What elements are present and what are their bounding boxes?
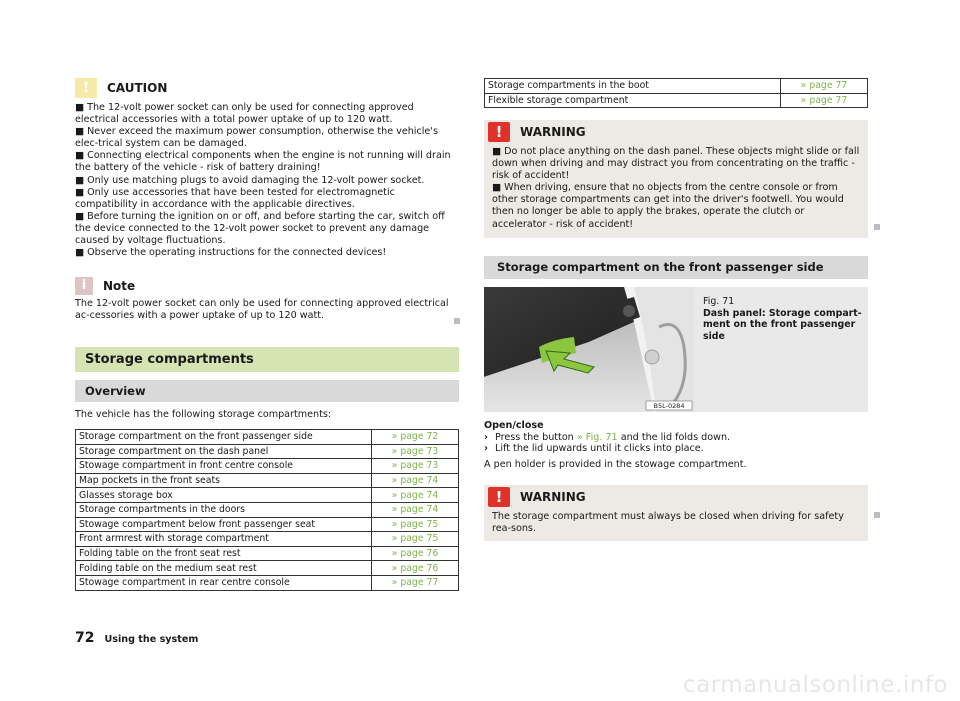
- caution-header: [75, 77, 459, 99]
- warning-item: ■ When driving, ensure that no objects from the centre console or from other storage compartments can get into the driver's footwell. You would then no longer be able to apply the brakes, operate the clutch or accelerator - risk of accident!: [492, 182, 844, 230]
- caution-item: ■ Only use matching plugs to avoid damaging the 12-volt power socket.: [75, 174, 425, 186]
- row-label: Storage compartments in the boot: [485, 79, 781, 94]
- end-mark: [874, 512, 880, 518]
- page-link[interactable]: » page 74: [372, 502, 459, 517]
- step-2: [484, 443, 868, 455]
- table-row: [485, 79, 868, 94]
- pen-holder-text: A pen holder is provided in the stowage compartment.: [484, 459, 747, 471]
- section-title: Storage compartments: [75, 347, 459, 372]
- page-link[interactable]: » page 74: [372, 488, 459, 503]
- table-row: [485, 93, 868, 108]
- compartments-table: [75, 429, 459, 591]
- note-title: Note: [103, 279, 136, 293]
- chapter-title: Using the system: [104, 634, 199, 645]
- section-title: Storage compartment on the front passenger side: [484, 256, 868, 279]
- page-link[interactable]: » page 77: [781, 93, 868, 108]
- caution-item: ■ Observe the operating instructions for the connected devices!: [75, 247, 387, 259]
- row-label: Glasses storage box: [76, 488, 372, 503]
- row-label: Front armrest with storage compartment: [76, 532, 372, 547]
- warning-header: [488, 487, 586, 507]
- intro-text: The vehicle has the following storage compartments:: [75, 409, 332, 420]
- figure-reference-link[interactable]: » Fig. 71: [576, 431, 618, 443]
- page-link[interactable]: » page 75: [372, 517, 459, 532]
- warning-list: [492, 146, 860, 231]
- info-icon: i: [75, 277, 93, 295]
- table-row: [76, 517, 459, 532]
- caution-item: ■ Before turning the ignition on or off, and before starting the car, switch off the device connected to the 12-volt power socket to prevent any damage caused by voltage fluctuations.: [75, 210, 445, 247]
- page-link[interactable]: » page 76: [372, 546, 459, 561]
- step-1: [484, 432, 868, 444]
- step-1-text-end: and the lid folds down.: [620, 431, 731, 443]
- table-row: [76, 561, 459, 576]
- table-row: [76, 532, 459, 547]
- page-link[interactable]: » page 76: [372, 561, 459, 576]
- row-label: Flexible storage compartment: [485, 93, 781, 108]
- page-link[interactable]: » page 75: [372, 532, 459, 547]
- table-row: [76, 444, 459, 459]
- caution-title: CAUTION: [107, 81, 168, 95]
- caution-box: [75, 77, 459, 267]
- caution-item: ■ The 12-volt power socket can only be used for connecting approved electrical accessories with a total power uptake of up to 120 watt.: [75, 102, 414, 126]
- figure-code: B5L-0284: [653, 402, 685, 410]
- warning-title: WARNING: [520, 490, 586, 504]
- page-footer: [75, 630, 198, 646]
- page-link[interactable]: » page 73: [372, 459, 459, 474]
- caution-item: ■ Connecting electrical components when the engine is not running will drain the battery of the vehicle - risk of battery draining!: [75, 150, 451, 174]
- warning-title: WARNING: [520, 125, 586, 139]
- end-mark: [454, 318, 460, 324]
- warning-icon: !: [488, 122, 510, 142]
- figure: [484, 287, 868, 412]
- caution-item: ■ Only use accessories that have been tested for electromagnetic compatibility in accordance with the applicable directives.: [75, 186, 395, 210]
- caution-item: ■ Never exceed the maximum power consumption, otherwise the vehicle's elec-trical system can be damaged.: [75, 126, 438, 150]
- page-link[interactable]: » page 73: [372, 444, 459, 459]
- warning-box: [484, 485, 868, 541]
- figure-caption-text: Dash panel: Storage compart-ment on the front passenger side: [703, 307, 862, 342]
- table-row: [76, 502, 459, 517]
- caution-icon: !: [75, 78, 97, 98]
- row-label: Stowage compartment in rear centre console: [76, 575, 372, 590]
- watermark: carmanualsonline.info: [682, 672, 948, 698]
- warning-icon: !: [488, 487, 510, 507]
- figure-caption: [703, 296, 863, 342]
- warning-box: [484, 120, 868, 238]
- subsection-title: Overview: [75, 380, 459, 402]
- compartments-table-continued: [484, 78, 868, 108]
- arrow-icon: ›: [484, 443, 488, 455]
- row-label: Map pockets in the front seats: [76, 473, 372, 488]
- table-row: [76, 473, 459, 488]
- table-row: [76, 575, 459, 590]
- table-row: [76, 459, 459, 474]
- table-row: [76, 430, 459, 445]
- page-link[interactable]: » page 77: [781, 79, 868, 94]
- row-label: Stowage compartment in front centre console: [76, 459, 372, 474]
- row-label: Stowage compartment below front passenger seat: [76, 517, 372, 532]
- page-number: 72: [75, 630, 95, 646]
- open-close-instructions: [484, 420, 868, 471]
- table-row: [76, 488, 459, 503]
- row-label: Storage compartment on the front passenger side: [76, 430, 372, 445]
- note-text: The 12-volt power socket can only be used for connecting approved electrical ac-cessories with a power uptake of up to 120 watt.: [75, 298, 449, 322]
- table-row: [76, 546, 459, 561]
- page-link[interactable]: » page 74: [372, 473, 459, 488]
- row-label: Storage compartments in the doors: [76, 502, 372, 517]
- page-link[interactable]: » page 77: [372, 575, 459, 590]
- step-2-text: Lift the lid upwards until it clicks into place.: [495, 443, 704, 455]
- page-link[interactable]: » page 72: [372, 430, 459, 445]
- row-label: Folding table on the medium seat rest: [76, 561, 372, 576]
- warning-header: [488, 122, 586, 142]
- caution-list: [75, 102, 459, 259]
- row-label: Folding table on the front seat rest: [76, 546, 372, 561]
- dash-panel-image: [484, 287, 694, 412]
- figure-label: Fig. 71: [703, 296, 735, 307]
- row-label: Storage compartment on the dash panel: [76, 444, 372, 459]
- note-header: [75, 277, 135, 295]
- arrow-icon: ›: [484, 431, 488, 443]
- warning-item: ■ Do not place anything on the dash panel. These objects might slide or fall down when driving and may distract you from concentrating on the traffic - risk of accident!: [492, 146, 860, 182]
- warning-text: The storage compartment must always be closed when driving for safety rea-sons.: [492, 511, 844, 535]
- step-1-text: Press the button: [495, 431, 574, 443]
- end-mark: [874, 224, 880, 230]
- open-close-title: Open/close: [484, 420, 544, 431]
